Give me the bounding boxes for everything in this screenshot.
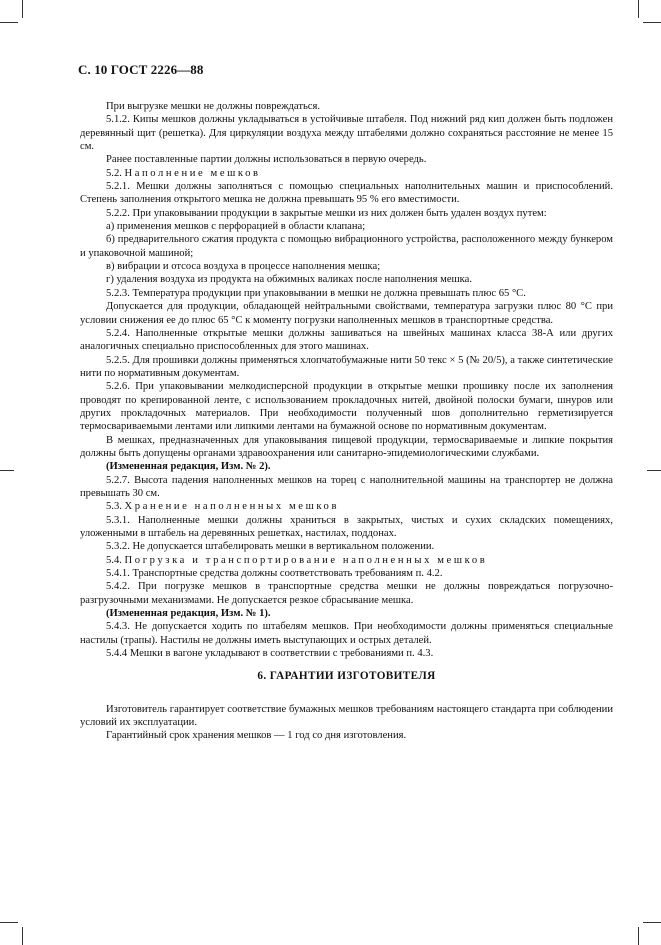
crop-mark-bottom-right-v xyxy=(638,927,639,945)
clause-5-3-2: 5.3.2. Не допускается штабелировать мешки в вертикальном положении. xyxy=(106,541,435,553)
section-heading-5-2 xyxy=(80,167,613,180)
crop-mark-top-left-h xyxy=(0,22,18,23)
clause-5-2-5: 5.2.5. Для прошивки должны применяться хлопчатобумажные нити 50 текс × 5 (№ 20/5), а также синтетические нити по нормативным документам. xyxy=(80,354,613,379)
paragraph: В мешках, предназначенных для упаковывания пищевой продукции, термосвариваемые и липкие покрытия должны быть допущены органами здравоохранения или санитарно-эпидемиологическими службами. xyxy=(80,434,613,459)
crop-mark-top-right-v xyxy=(638,0,639,18)
clause-5-2-7: 5.2.7. Высота падения наполненных мешков на торец с наполнительной машины на транспортер не должна превышать 30 см. xyxy=(80,474,613,499)
crop-mark-mid-right xyxy=(647,470,661,471)
crop-mark-bottom-left-v xyxy=(22,927,23,945)
section-heading-5-4 xyxy=(80,554,613,567)
clause-5-4-2: 5.4.2. При погрузке мешков в транспортные средства мешки не должны повреждаться погрузочно-разгрузочными механизмами. Не допускается резкое сбрасывание мешка. xyxy=(80,581,613,606)
paragraph: Гарантийный срок хранения мешков — 1 год со дня изготовления. xyxy=(106,730,407,742)
list-item-b: б) предварительного сжатия продукта с помощью вибрационного устройства, расположенного между бункером и упаковочной машиной; xyxy=(80,234,613,259)
clause-5-2-1: 5.2.1. Мешки должны заполняться с помощью специальных наполнительных машин и приспособлений. Степень заполнения открытого мешка не должна превышать 95 % его вместимости. xyxy=(80,181,613,206)
list-item-g: г) удаления воздуха из продукта на обжимных валиках после наполнения мешка. xyxy=(106,274,473,286)
crop-mark-top-right-h xyxy=(643,22,661,23)
list-item-a: а) применения мешков с перфорацией в области клапана; xyxy=(106,221,366,233)
section-heading-5-3 xyxy=(80,500,613,513)
clause-5-4-3: 5.4.3. Не допускается ходить по штабелям мешков. При необходимости должны применяться специальные настилы (трапы). Настилы не должны иметь выступающих и острых деталей. xyxy=(80,621,613,646)
paragraph: Допускается для продукции, обладающей нейтральными свойствами, температура загрузки плюс 80 °С при условии снижения ее до плюс 65 °С к моменту погрузки наполненных мешков в транспортные средства. xyxy=(80,301,613,326)
paragraph: Изготовитель гарантирует соответствие бумажных мешков требованиям настоящего стандарта при соблюдении условий их эксплуатации. xyxy=(80,703,613,729)
page-header: С. 10 ГОСТ 2226—88 xyxy=(78,62,204,77)
clause-5-2-3: 5.2.3. Температура продукции при упаковывании в мешки не должна превышать плюс 65 °С. xyxy=(106,287,526,299)
clause-5-4-1: 5.4.1. Транспортные средства должны соответствовать требованиям п. 4.2. xyxy=(106,568,443,580)
section-number: 5.3. xyxy=(106,501,122,513)
crop-mark-top-left-v xyxy=(22,0,23,18)
clause-5-2-6: 5.2.6. При упаковывании мелкодисперсной продукции в открытые мешки прошивку после их заполнения проводят по крепированной ленте, с использованием прокладочных нитей, двойной полоски бумаги, шнуров или других прокладочных материалов. При необходимости полученный шов дополнительно герметизируется термосвариваемыми лентами или липкими лентами на бумажной основе по нормативным документам. xyxy=(80,381,613,433)
clause-5-2-4: 5.2.4. Наполненные открытые мешки должны зашиваться на швейных машинах класса 38-А или других аналогичных специально приспособленных для этого машинах. xyxy=(80,327,613,353)
crop-mark-bottom-right-h xyxy=(643,922,661,923)
section-number: 5.4. xyxy=(106,554,122,566)
clause-5-3-1: 5.3.1. Наполненные мешки должны храниться в закрытых, чистых и сухих складских помещениях, уложенными в штабель на деревянных решетках, настилах, поддонах. xyxy=(80,514,613,539)
paragraph: Ранее поставленные партии должны использоваться в первую очередь. xyxy=(106,154,427,166)
paragraph: При выгрузке мешки не должны повреждаться. xyxy=(106,101,321,112)
crop-mark-bottom-left-h xyxy=(0,922,18,923)
amendment-note: (Измененная редакция, Изм. № 1). xyxy=(106,608,271,620)
list-item-v: в) вибрации и отсоса воздуха в процессе наполнения мешка; xyxy=(106,261,381,273)
clause-5-1-2: 5.1.2. Кипы мешков должны укладываться в устойчивые штабеля. Под нижний ряд кип должен быть подложен деревянный щит (решетка). Для циркуляции воздуха между штабелями должно сохраняться расстояние не менее 15 см. xyxy=(80,114,613,153)
section-heading-text: Хранение наполненных мешков xyxy=(124,501,340,513)
clause-5-4-4: 5.4.4 Мешки в вагоне укладывают в соответствии с требованиями п. 4.3. xyxy=(106,648,434,660)
clause-5-2-2: 5.2.2. При упаковывании продукции в закрытые мешки из них должен быть удален воздух путем: xyxy=(106,207,547,219)
section-6-title: 6. ГАРАНТИИ ИЗГОТОВИТЕЛЯ xyxy=(257,670,436,683)
document-body xyxy=(80,100,613,743)
section-heading-text: Наполнение мешков xyxy=(124,167,261,179)
amendment-note: (Измененная редакция, Изм. № 2). xyxy=(106,461,271,473)
section-heading-text: Погрузка и транспортирование наполненных мешков xyxy=(124,554,488,566)
section-number: 5.2. xyxy=(106,167,122,179)
crop-mark-mid-left xyxy=(0,470,14,471)
